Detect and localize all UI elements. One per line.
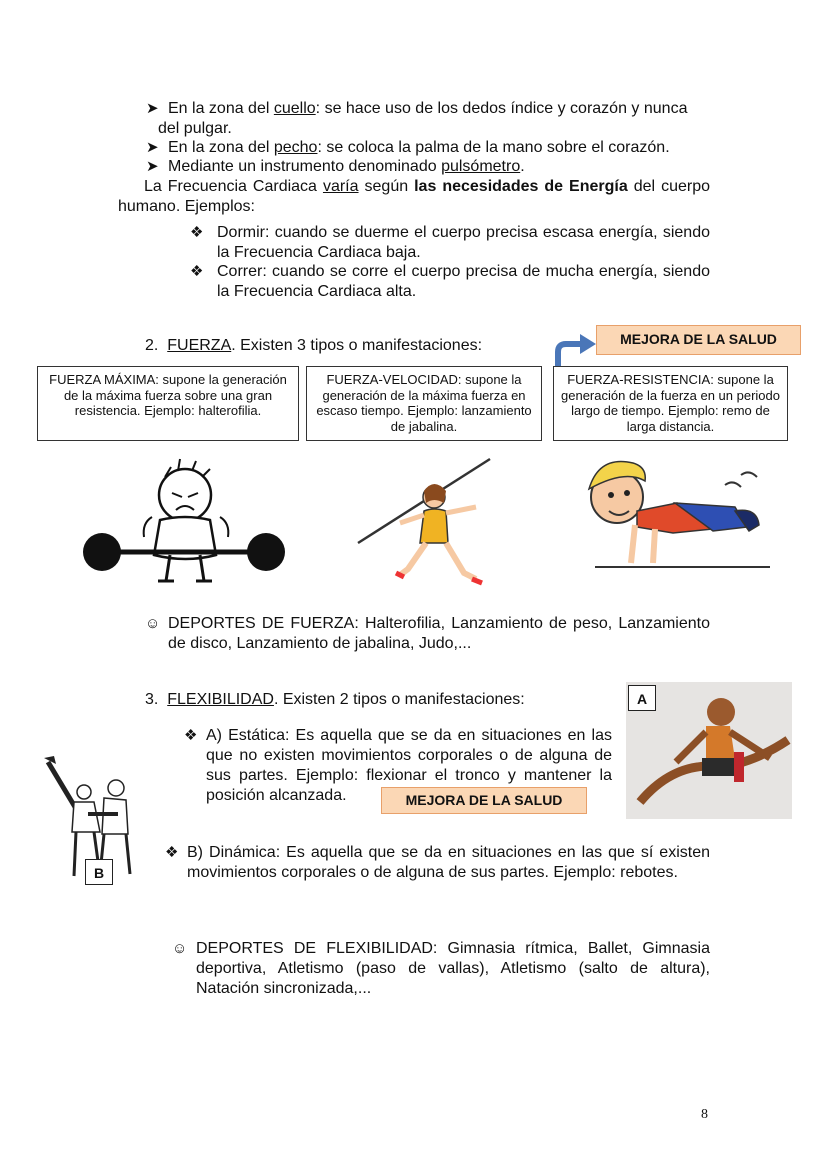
fuerza-heading: 2. FUERZA. Existen 3 tipos o manifestaciones: — [145, 337, 483, 354]
page-number: 8 — [701, 1107, 708, 1122]
pulse-item-monitor: ➤ Mediante un instrumento denominado pulsómetro. — [146, 158, 525, 175]
weightlifter-illustration — [80, 455, 290, 595]
javelin-thrower-illustration — [350, 455, 500, 600]
fuerza-maxima-box: FUERZA MÁXIMA: supone la generación de la máxima fuerza sobre una gran resistencia. Ejemplo: halterofilia. — [37, 366, 299, 441]
flexibilidad-salud-badge: MEJORA DE LA SALUD — [381, 787, 587, 814]
deportes-flexibilidad: ☺ DEPORTES DE FLEXIBILIDAD: Gimnasia rítmica, Ballet, Gimnasia deportiva, Atletismo (paso de vallas), Atletismo (salto de altura), Natación sincronizada,... — [172, 940, 710, 997]
fuerza-velocidad-box: FUERZA-VELOCIDAD: supone la generación de la máxima fuerza en escaso tiempo. Ejemplo: lanzamiento de jabalina. — [306, 366, 542, 441]
arrow-icon — [548, 330, 600, 370]
example-sleep: ❖ Dormir: cuando se duerme el cuerpo precisa escasa energía, siendo la Frecuencia Cardiaca baja. — [190, 224, 710, 261]
pulse-item-neck: ➤ En la zona del cuello: se hace uso de los dedos índice y corazón y nunca del pulgar. — [146, 100, 688, 137]
example-run: ❖ Correr: cuando se corre el cuerpo precisa de mucha energía, siendo la Frecuencia Cardiaca alta. — [190, 263, 710, 300]
heart-rate-paragraph: La Frecuencia Cardiaca varía según las necesidades de Energía del cuerpo humano. Ejemplos: — [118, 178, 711, 215]
fuerza-salud-badge: MEJORA DE LA SALUD — [596, 325, 801, 355]
label-a: A — [628, 685, 656, 711]
pulse-item-chest: ➤ En la zona del pecho: se coloca la palma de la mano sobre el corazón. — [146, 139, 670, 156]
fuerza-resistencia-box: FUERZA-RESISTENCIA: supone la generación de la fuerza en un periodo largo de tiempo. Ejemplo: remo de larga distancia. — [553, 366, 788, 441]
label-b: B — [85, 859, 113, 885]
deportes-fuerza: ☺ DEPORTES DE FUERZA: Halterofilia, Lanzamiento de peso, Lanzamiento de disco, Lanzamiento de jabalina, Judo,... — [145, 615, 710, 652]
flexibilidad-estatica: ❖ A) Estática: Es aquella que se da en situaciones en las que no existen movimientos corporales o de alguna de sus partes. Ejemplo: flexionar el tronco y mantener la posición alcanzada. — [184, 727, 612, 804]
flexibilidad-heading: 3. FLEXIBILIDAD. Existen 2 tipos o manifestaciones: — [145, 691, 525, 708]
flexibilidad-dinamica: ❖ B) Dinámica: Es aquella que se da en situaciones en las que sí existen movimientos corporales o de alguna de sus partes. Ejemplo: rebotes. — [165, 844, 710, 881]
pushup-illustration — [575, 455, 775, 575]
